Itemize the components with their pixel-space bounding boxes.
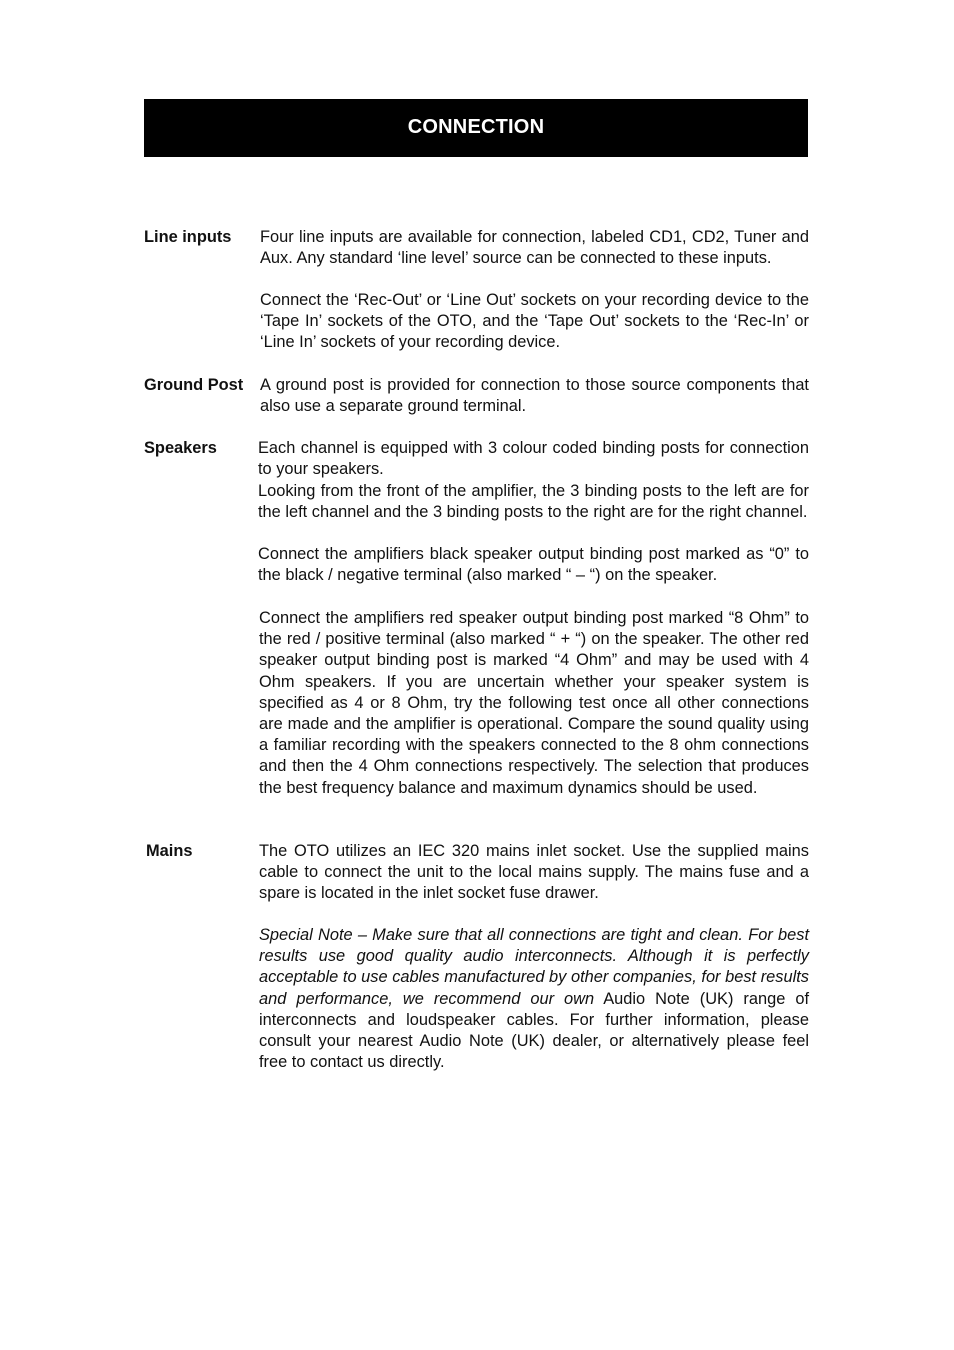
section-heading: CONNECTION xyxy=(144,99,808,157)
special-note-italic: Special Note – Make sure that all connections are tight and clean. For best results use good quality audio interconnects. Although it is perfectly acceptable to use cables manufactured by other companies, for best results and performance, we recommend our own xyxy=(259,926,809,1008)
mains-paragraph: The OTO utilizes an IEC 320 mains inlet socket. Use the supplied mains cable to connect the unit to the local mains supply. The mains fuse and a spare is located in the inlet socket fuse drawer. xyxy=(259,842,809,903)
speakers-label: Speakers xyxy=(144,439,217,457)
speakers-paragraph-3: Connect the amplifiers black speaker output binding post marked as “0” to the black / negative terminal (also marked “ – “) on the speaker. xyxy=(258,545,809,585)
speakers-paragraph-4: Connect the amplifiers red speaker output binding post marked “8 Ohm” to the red / positive terminal (also marked “ + “) on the speaker. The other red speaker output binding post is marked “4 Ohm” and may be used with 4 Ohm speakers. If you are uncertain whether your speaker system is specified as 4 or 8 Ohm, try the following test once all other connections are made and the amplifier is operational. Compare the sound quality using a familiar recording with the speakers connected to the 8 ohm connections and then the 4 Ohm connections respectively. The selection that produces the best frequency balance and maximum dynamics should be used. xyxy=(259,609,809,797)
special-note-regular: Audio Note (UK) range of interconnects and loudspeaker cables. For further information, please consult your nearest Audio Note (UK) dealer, or alternatively please feel free to contact us directly. xyxy=(259,989,809,1072)
speakers-paragraph-1: Each channel is equipped with 3 colour coded binding posts for connection to your speakers. xyxy=(258,439,809,479)
ground-post-paragraph: A ground post is provided for connection to those source components that also use a separate ground terminal. xyxy=(260,376,809,416)
line-inputs-paragraph-2: Connect the ‘Rec-Out’ or ‘Line Out’ sockets on your recording device to the ‘Tape In’ sockets of the OTO, and the ‘Tape Out’ sockets to the ‘Rec-In’ or ‘Line In’ sockets of your recording device. xyxy=(260,291,809,352)
ground-post-label: Ground Post xyxy=(144,376,244,394)
speakers-paragraph-2: Looking from the front of the amplifier, the 3 binding posts to the left are for the left channel and the 3 binding posts to the right are for the right channel. xyxy=(258,482,809,522)
special-note xyxy=(259,925,809,1073)
mains-label: Mains xyxy=(146,842,193,860)
line-inputs-paragraph-1: Four line inputs are available for connection, labeled CD1, CD2, Tuner and Aux. Any standard ‘line level’ source can be connected to these inputs. xyxy=(260,228,809,268)
line-inputs-label: Line inputs xyxy=(144,228,232,246)
